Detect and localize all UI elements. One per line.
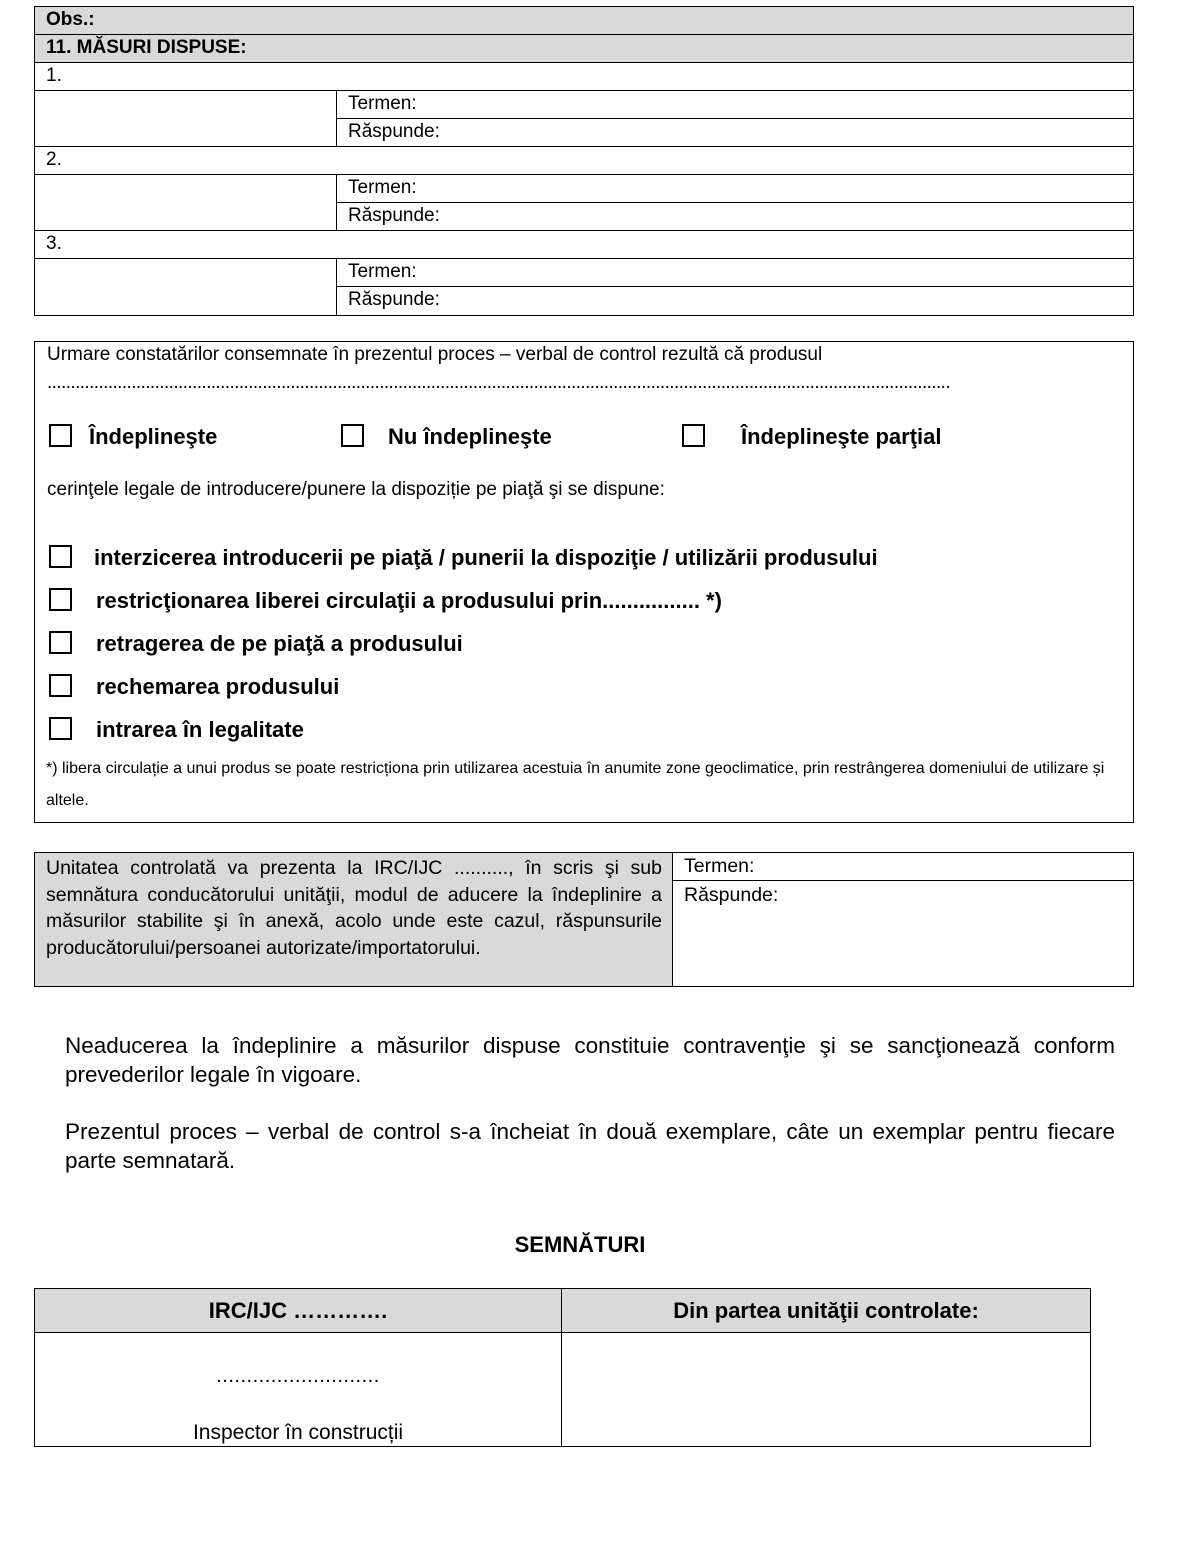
signature-cell-inspector[interactable] xyxy=(35,1333,562,1446)
checkbox-rechemare[interactable] xyxy=(49,674,72,697)
report-text: Unitatea controlată va prezenta la IRC/IJC .........., în scris şi sub semnătura conducătorului unităţii, modul de aducere la îndeplinire a măsurilor stabilite şi în anexă, acolo unde este cazul, răspunsurile producătorului/persoanei autorizate/importatorului. xyxy=(35,853,673,986)
footnote: *) libera circulație a unui produs se poate restricționa prin utilizarea acestuia în anumite zone geoclimatice, prin restrângerea domeniului de utilizare și altele. xyxy=(46,760,1105,809)
termen-cell[interactable]: Termen: xyxy=(337,91,1133,119)
option-indeplineste-partial: Îndeplineşte parţial xyxy=(741,424,942,449)
signature-dots: ........................... xyxy=(216,1365,380,1387)
measure-number: 2. xyxy=(35,147,1133,175)
signature-cell-unitate[interactable] xyxy=(562,1333,1090,1446)
report-termen-cell[interactable]: Termen: xyxy=(673,853,1133,881)
checkbox-interzicere[interactable] xyxy=(49,545,72,568)
measure-text-cell[interactable] xyxy=(35,259,337,315)
requirements-text: cerinţele legale de introducere/punere la dispoziție pe piaţă şi se dispune: xyxy=(47,479,665,500)
paragraph-contraventie: Neaducerea la îndeplinire a măsurilor dispuse constituie contravenţie şi se sancţionează conform prevederilor legale în vigoare. xyxy=(65,1033,1115,1087)
signature-header-irc: IRC/IJC …………. xyxy=(35,1289,562,1332)
measure-number: 1. xyxy=(35,63,1133,91)
findings-box xyxy=(34,341,1134,823)
product-dotted-line[interactable]: ................................................................................................................................................................................................. xyxy=(47,372,951,393)
section-title: 11. MĂSURI DISPUSE: xyxy=(35,35,1133,63)
action-restrictionare: restricţionarea liberei circulaţii a produsului prin................ *) xyxy=(96,588,722,613)
measure-text-cell[interactable] xyxy=(35,91,337,146)
checkbox-restrictionare[interactable] xyxy=(49,588,72,611)
signatures-table xyxy=(34,1288,1091,1447)
checkbox-indeplineste[interactable] xyxy=(49,424,72,447)
inspector-label: Inspector în construcții xyxy=(192,1421,404,1444)
action-rechemare: rechemarea produsului xyxy=(96,674,340,699)
termen-cell[interactable]: Termen: xyxy=(337,175,1133,203)
action-retragere: retragerea de pe piaţă a produsului xyxy=(96,631,463,656)
raspunde-cell[interactable]: Răspunde: xyxy=(348,204,440,226)
option-indeplineste: Îndeplineşte xyxy=(89,424,218,449)
report-table xyxy=(34,852,1134,987)
action-interzicere: interzicerea introducerii pe piaţă / punerii la dispoziţie / utilizării produsului xyxy=(94,545,878,570)
signatures-title: SEMNĂTURI xyxy=(514,1232,646,1257)
checkbox-intrare-legalitate[interactable] xyxy=(49,717,72,740)
measure-details xyxy=(35,259,1133,315)
raspunde-cell[interactable]: Răspunde: xyxy=(348,289,440,310)
report-raspunde-cell[interactable]: Răspunde: xyxy=(684,884,779,906)
option-nu-indeplineste: Nu îndeplineşte xyxy=(388,424,552,449)
checkbox-indeplineste-partial[interactable] xyxy=(682,424,705,447)
measure-text-cell[interactable] xyxy=(35,175,337,230)
checkbox-nu-indeplineste[interactable] xyxy=(341,424,364,447)
termen-cell[interactable]: Termen: xyxy=(337,259,1133,287)
measure-number: 3. xyxy=(35,231,1133,259)
findings-intro: Urmare constatărilor consemnate în prezentul proces – verbal de control rezultă că produsul xyxy=(47,344,823,365)
measure-details xyxy=(35,175,1133,231)
obs-row: Obs.: xyxy=(35,7,1133,35)
signature-header-unitate: Din partea unităţii controlate: xyxy=(673,1298,979,1323)
checkbox-retragere[interactable] xyxy=(49,631,72,654)
paragraph-exemplare: Prezentul proces – verbal de control s-a încheiat în două exemplare, câte un exemplar pentru fiecare parte semnatară. xyxy=(65,1119,1115,1173)
action-intrare-legalitate: intrarea în legalitate xyxy=(96,717,304,742)
raspunde-cell[interactable]: Răspunde: xyxy=(348,120,440,142)
measures-table xyxy=(34,6,1134,316)
measure-details xyxy=(35,91,1133,147)
